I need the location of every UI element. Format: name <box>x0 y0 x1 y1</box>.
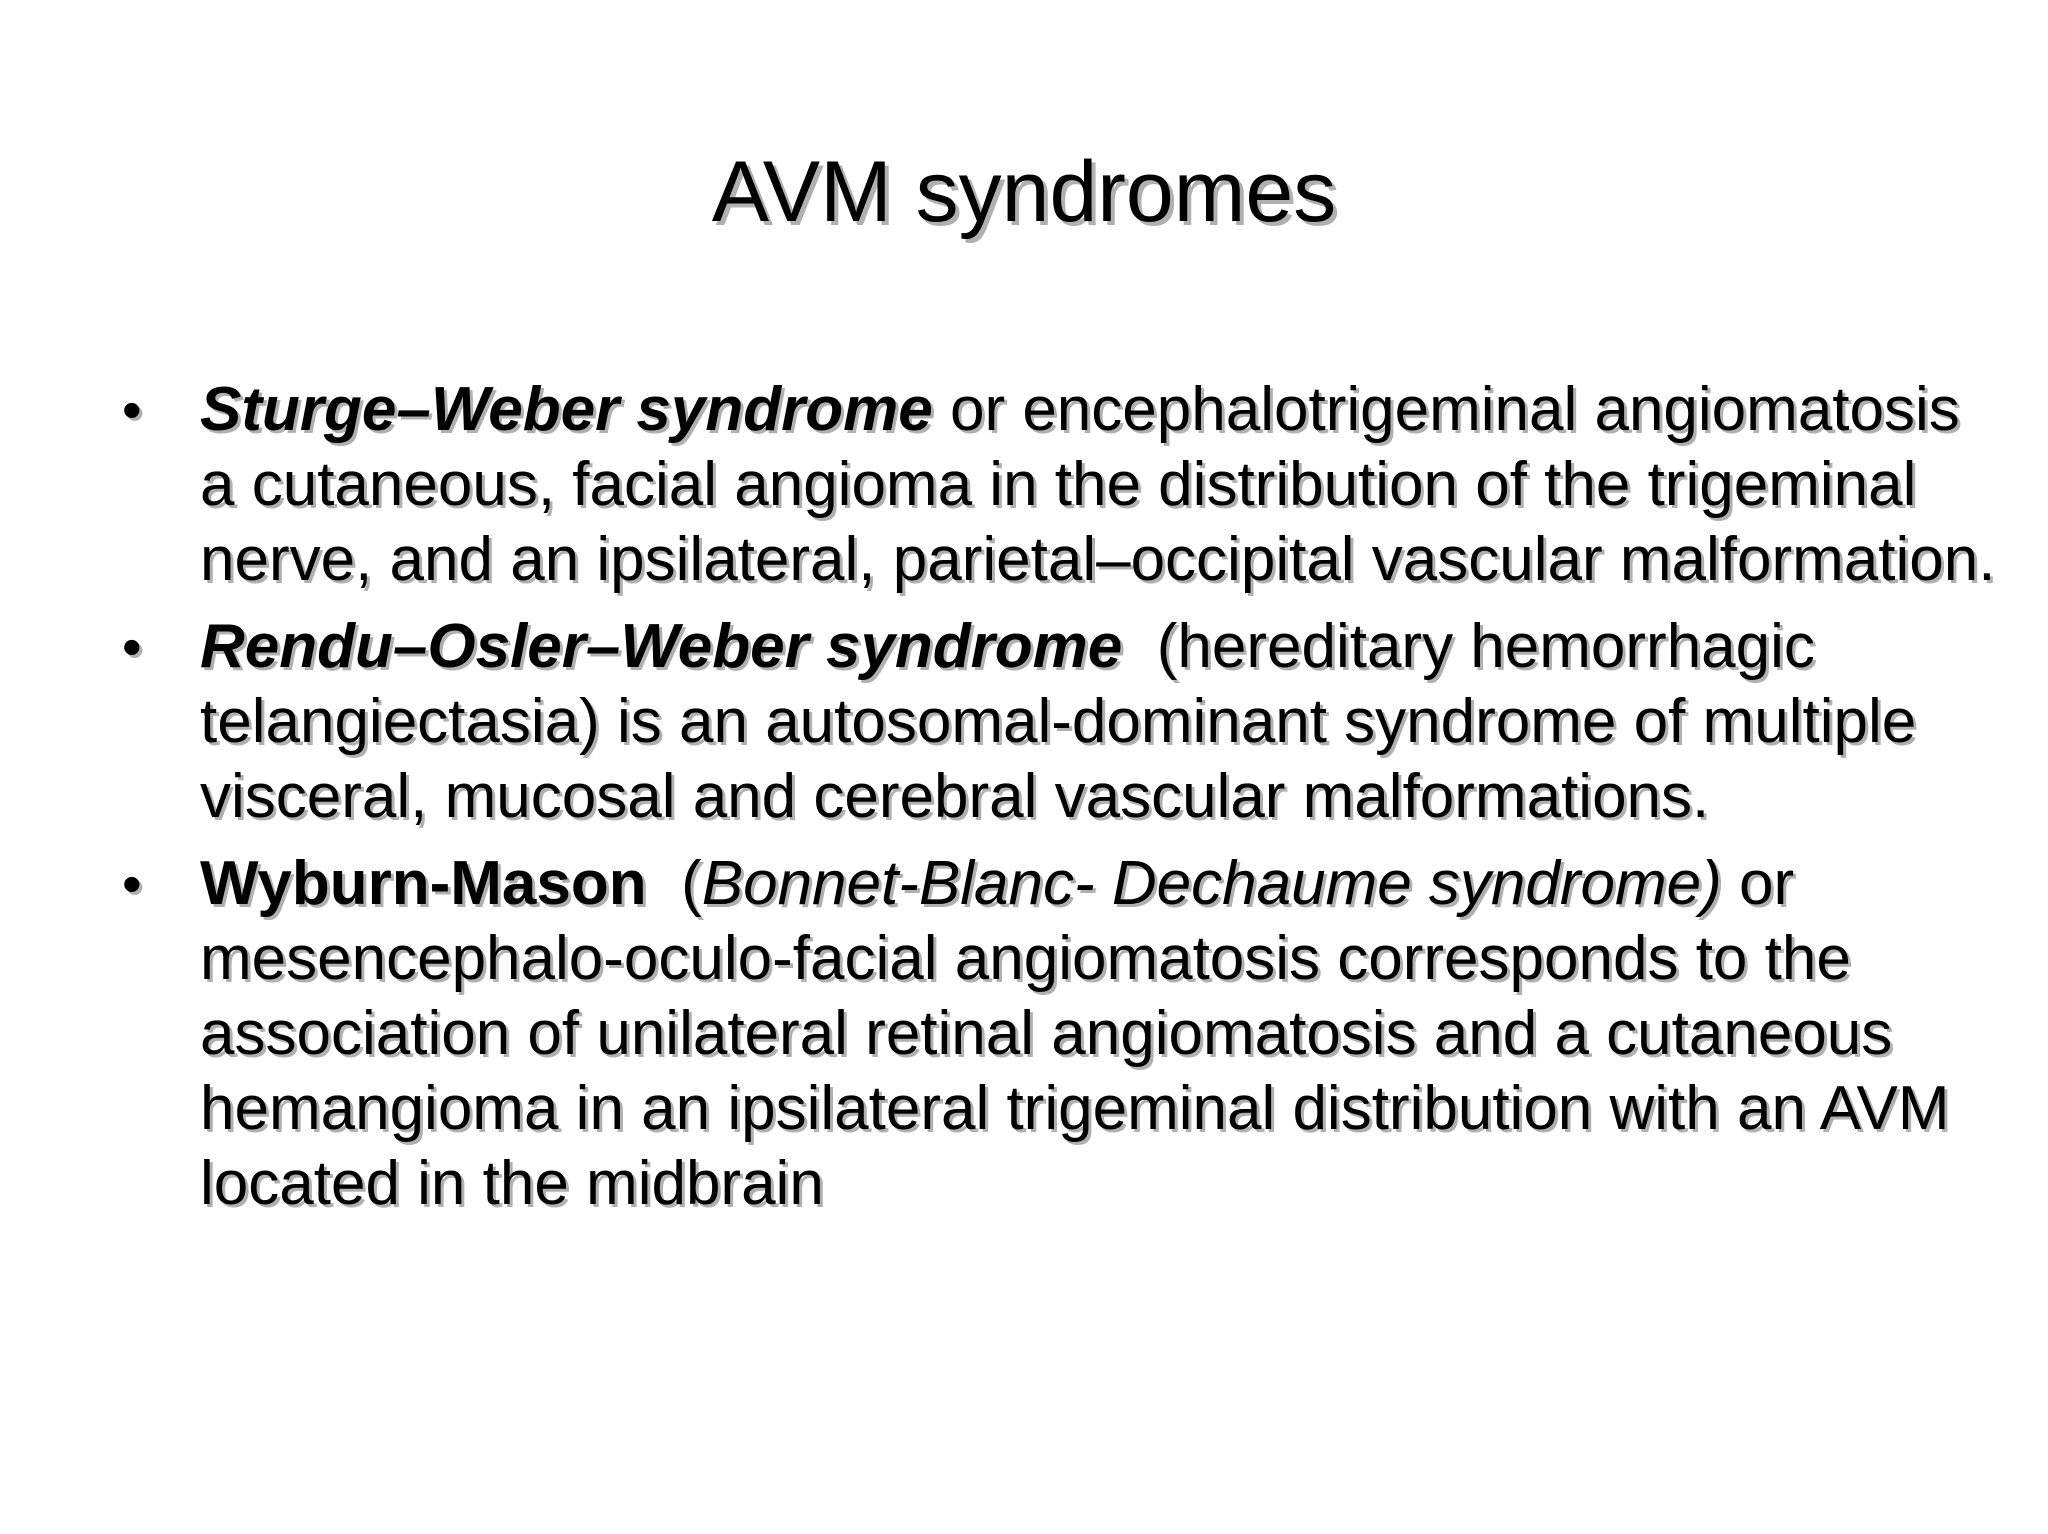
syndrome-description: or encephalotrigeminal angiomatosis a cutaneous, facial angioma in the distribution of the trigeminal nerve, and an ipsilateral, parietal–occipital vascular malformation. <box>200 375 1996 594</box>
bullet-icon: • <box>122 852 142 915</box>
slide-title: AVM syndromes <box>711 144 1337 240</box>
syndrome-alt-name: Bonnet-Blanc- Dechaume syndrome) <box>701 849 1722 918</box>
bullet-rendu-osler-weber <box>122 609 2002 834</box>
bullet-sturge-weber <box>122 372 2002 597</box>
syndrome-term: Sturge–Weber syndrome <box>200 375 933 444</box>
syndrome-term: Wyburn-Mason <box>200 849 647 918</box>
bullet-icon: • <box>122 378 142 441</box>
syndrome-term: Rendu–Osler–Weber syndrome <box>200 612 1123 681</box>
syndrome-description: (hereditary hemorrhagic telangiectasia) is an autosomal-dominant syndrome of multiple visceral, mucosal and cerebral vascular malformations. <box>200 612 1934 831</box>
open-paren: ( <box>646 849 702 918</box>
syndrome-description: or mesencephalo-oculo-facial angiomatosis corresponds to the association of unilateral retinal angiomatosis and a cutaneous hemangioma in an ipsilateral trigeminal distribution with an AVM located in the midbrain <box>200 849 1950 1218</box>
bullet-icon: • <box>122 615 142 678</box>
bullet-wyburn-mason <box>122 846 2002 1221</box>
bullet-list <box>122 372 2002 1233</box>
